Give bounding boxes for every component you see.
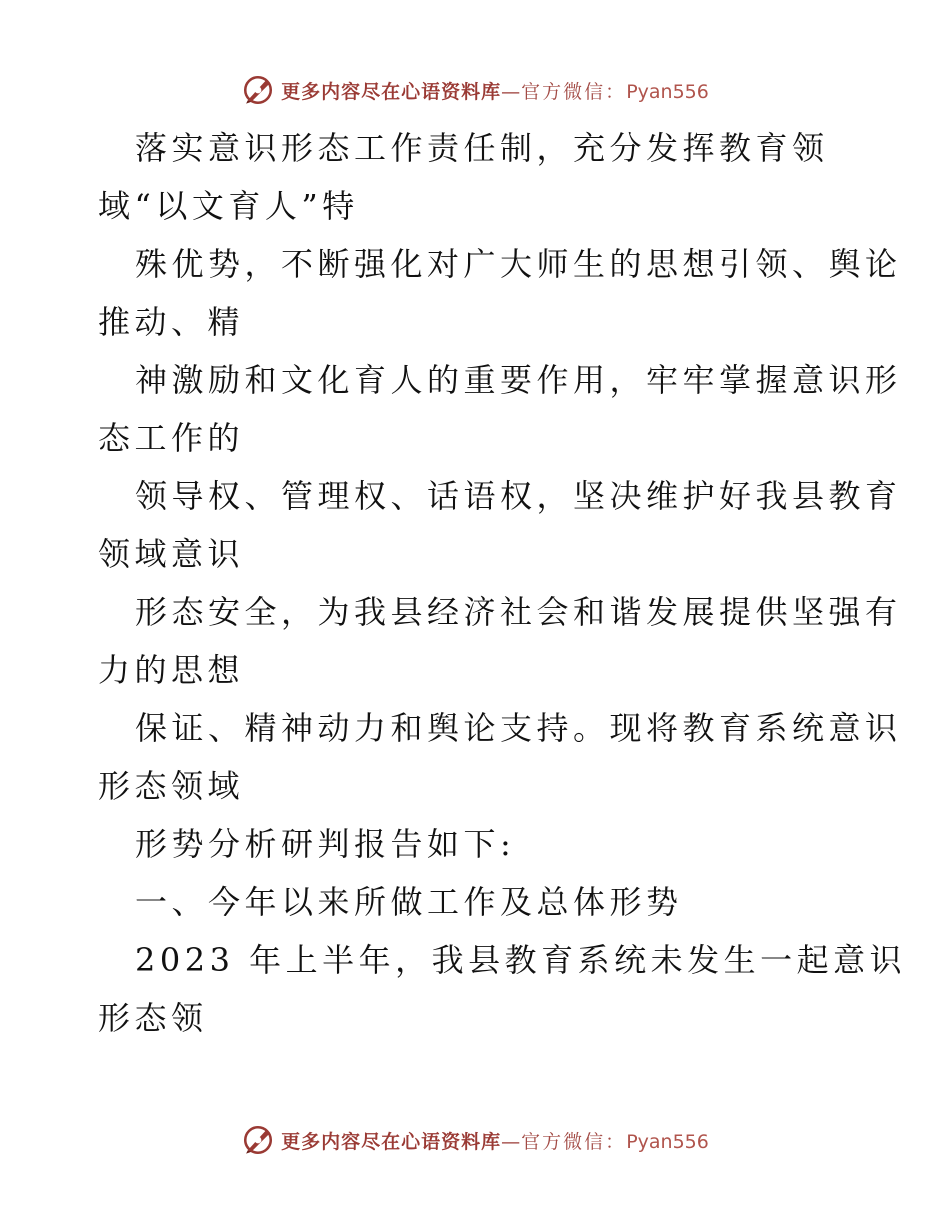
footer-banner <box>0 1120 950 1160</box>
body-line: 形态领域 <box>98 767 245 805</box>
footer-banner-text <box>281 1127 709 1154</box>
body-line: 形势分析研判报告如下: <box>135 825 516 863</box>
body-line: 神激励和文化育人的重要作用，牢牢掌握意识形 <box>135 361 902 399</box>
footer-wechat-label: 官方微信： <box>521 1130 627 1153</box>
footer-wechat-id: Pyan556 <box>626 1130 709 1153</box>
header-wechat-label: 官方微信： <box>521 80 627 103</box>
body-line: 力的思想 <box>98 651 245 689</box>
header-wechat-id: Pyan556 <box>626 80 709 103</box>
footer-site-text: 更多内容尽在心语资料库 <box>281 1130 502 1153</box>
body-line: 形态安全，为我县经济社会和谐发展提供坚强有 <box>135 593 902 631</box>
body-line: 形态领 <box>98 999 208 1037</box>
section-heading: 一、今年以来所做工作及总体形势 <box>135 883 683 921</box>
body-line: 落实意识形态工作责任制，充分发挥教育领 <box>135 129 829 167</box>
body-line: 保证、精神动力和舆论支持。现将教育系统意识 <box>135 709 902 747</box>
header-banner-text <box>281 77 709 104</box>
body-line: 殊优势，不断强化对广大师生的思想引领、舆论 <box>135 245 902 283</box>
header-banner <box>0 70 950 110</box>
body-line: 领域意识 <box>98 535 245 573</box>
header-separator: — <box>501 80 522 103</box>
pen-logo-icon <box>241 73 275 107</box>
header-site-text: 更多内容尽在心语资料库 <box>281 80 502 103</box>
body-line: 域“以文育人”特 <box>98 187 359 225</box>
body-line: 推动、精 <box>98 303 245 341</box>
body-line: 态工作的 <box>98 419 245 457</box>
footer-separator: — <box>501 1130 522 1153</box>
body-line: 领导权、管理权、话语权，坚决维护好我县教育 <box>135 477 902 515</box>
pen-logo-icon <box>241 1123 275 1157</box>
body-line: 2023 年上半年，我县教育系统未发生一起意识 <box>135 941 907 979</box>
